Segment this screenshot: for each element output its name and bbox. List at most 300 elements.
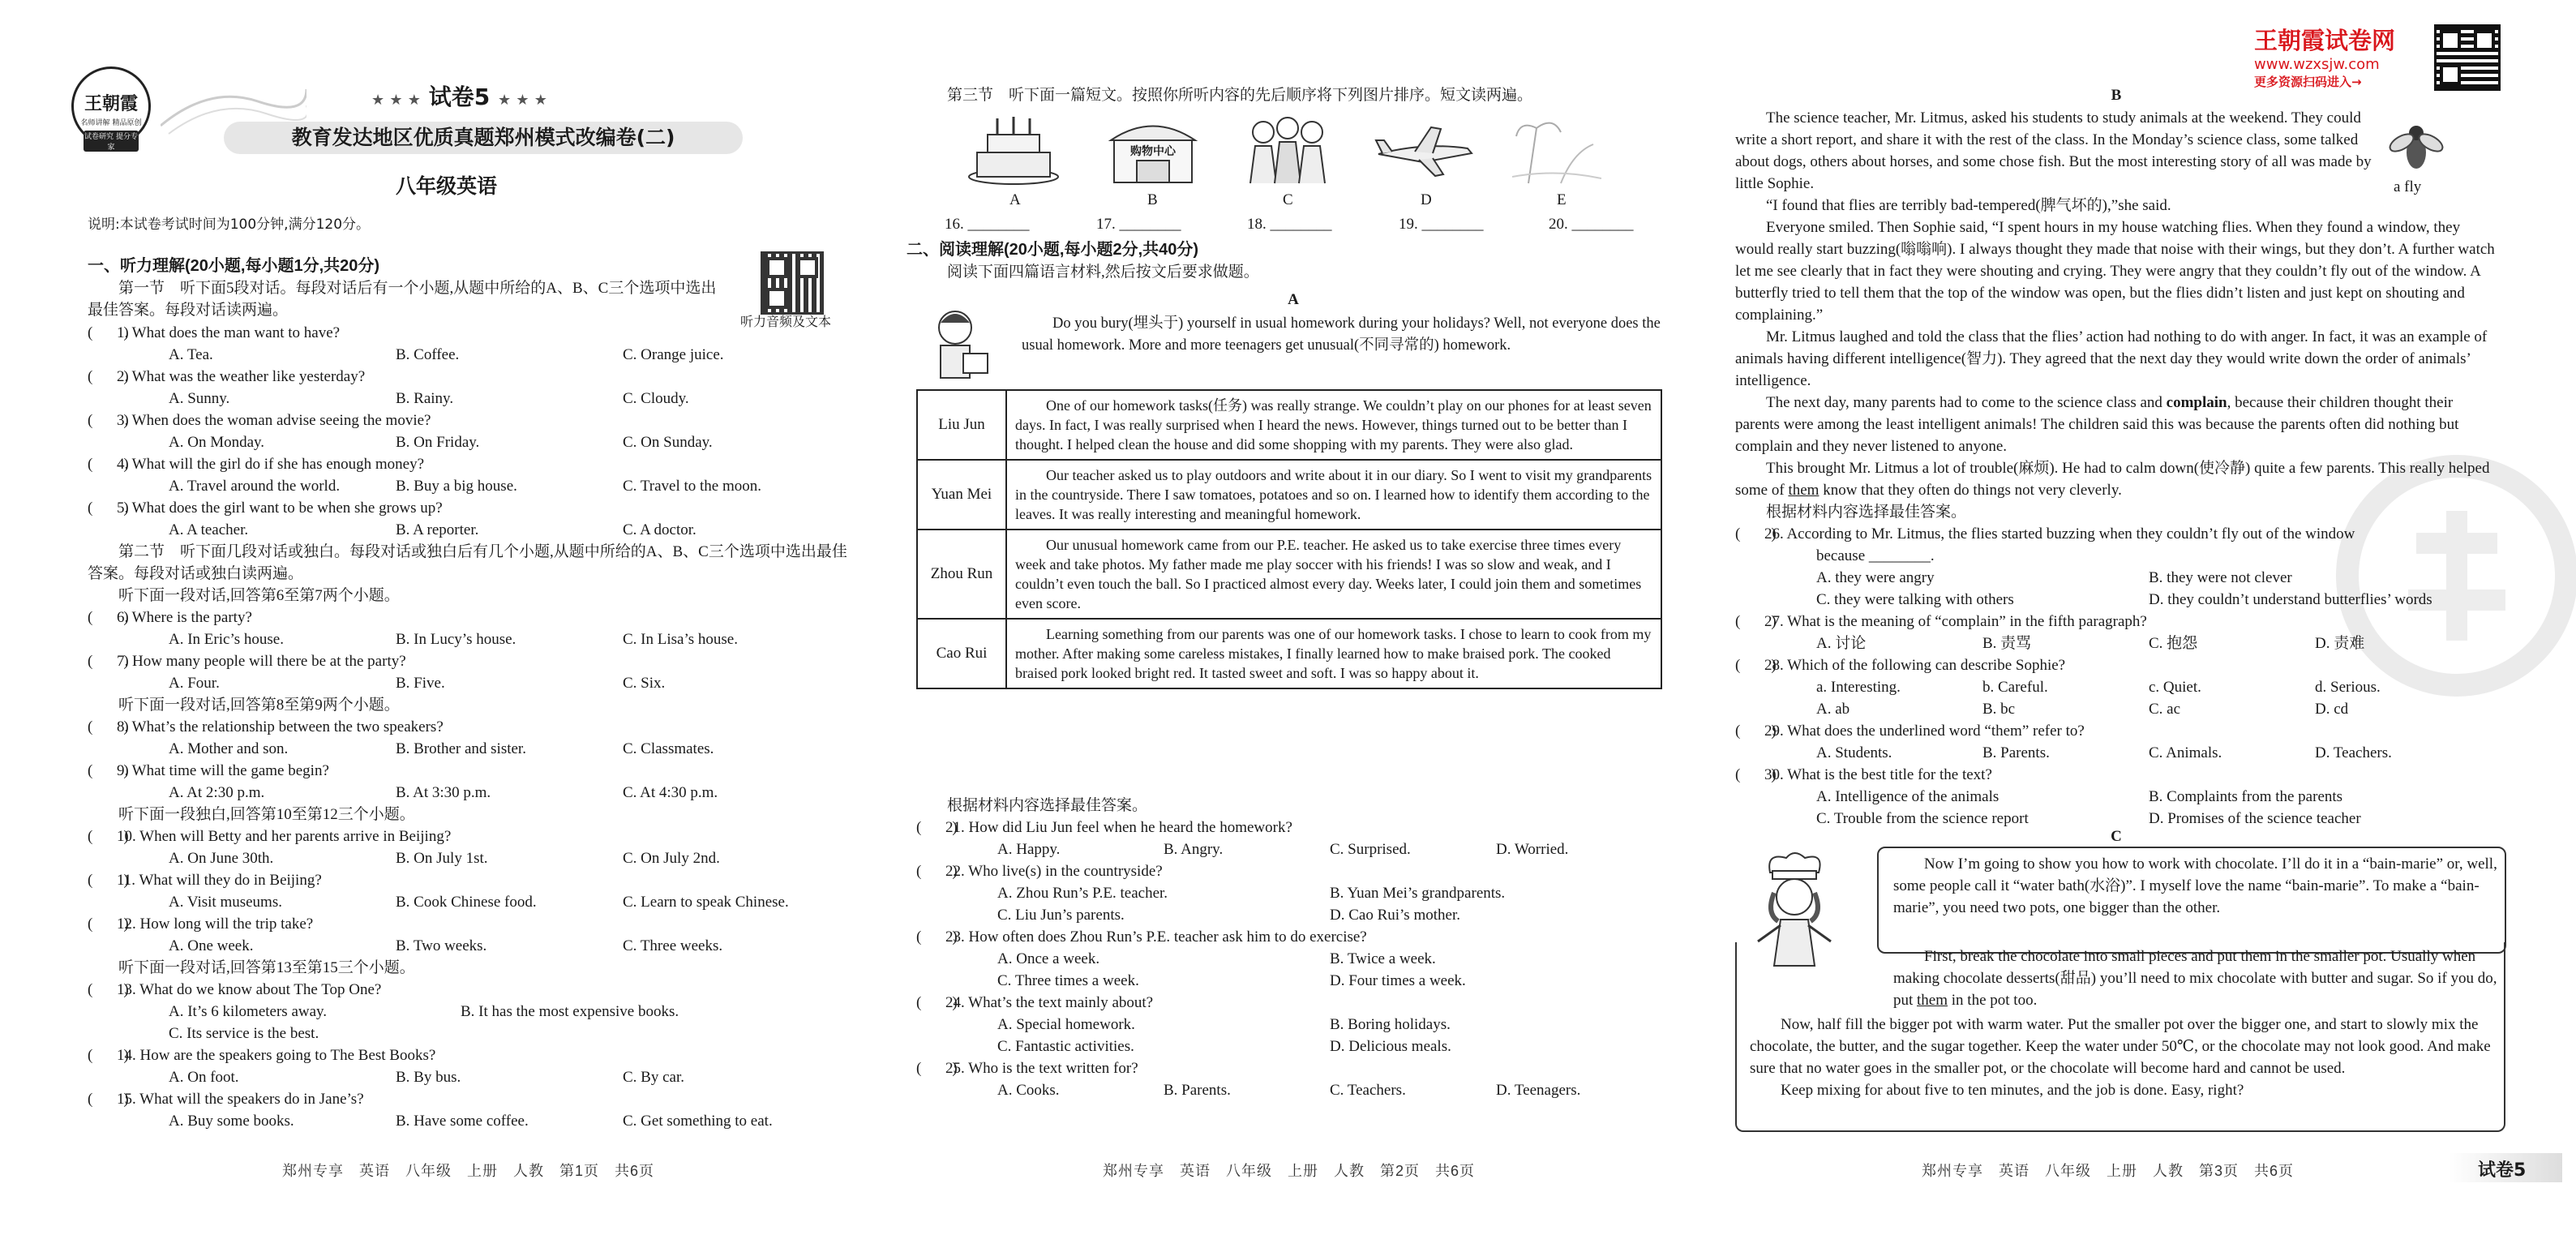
mall-sign: 购物中心 <box>1130 145 1176 158</box>
option-c: C. they were talking with others <box>1816 591 2014 608</box>
option-a: A. One week. <box>169 937 254 954</box>
question-24 <box>916 992 1670 1014</box>
passage-b-instr: 根据材料内容选择最佳答案。 <box>1766 504 1967 521</box>
passage-c-p2-wrap <box>1893 946 2497 1011</box>
option-c: C. Fantastic activities. <box>997 1038 1134 1055</box>
options-12 <box>88 935 850 957</box>
dialog-intro-3: 听下面一段独白,回答第10至第12三个小题。 <box>118 806 415 823</box>
options-29 <box>1735 742 2497 764</box>
option-c: C. Its service is the best. <box>169 1025 319 1042</box>
table-row <box>917 390 1661 460</box>
logo-text: 王朝霞 <box>84 94 138 114</box>
option-b: B. Have some coffee. <box>396 1113 529 1130</box>
stars-right: ★ ★ ★ <box>497 92 547 109</box>
answer-blank[interactable]: ( ) <box>1735 723 1777 740</box>
answer-blank[interactable]: ( ) <box>88 718 129 735</box>
brand-block[interactable] <box>2254 23 2465 90</box>
passage-c-label: C <box>2111 828 2122 845</box>
option-a: A. Special homework. <box>997 1016 1135 1033</box>
passage-b <box>1735 107 2497 830</box>
question-text: 13. What do we know about The Top One? <box>117 981 382 998</box>
exam-note: 说明:本试卷考试时间为100分钟,满分120分。 <box>88 217 371 233</box>
option-c: C. 抱怨 <box>2149 635 2198 652</box>
p2-underlined-word: them <box>1917 992 1948 1009</box>
question-26-cont <box>1735 545 2497 567</box>
question-7 <box>88 650 850 672</box>
option-d: D. Worried. <box>1496 841 1569 858</box>
corner-tag <box>2449 1153 2562 1182</box>
logo-b2: 提分专家 <box>107 133 138 152</box>
brand-slogan: 更多资源扫码进入→ <box>2254 75 2362 89</box>
brand-qr-code[interactable] <box>2434 24 2501 91</box>
blank-17[interactable]: 17. ________ <box>1096 216 1181 233</box>
answer-blank[interactable]: ( ) <box>88 762 129 779</box>
question-10 <box>88 825 850 847</box>
pic-a-cake <box>965 112 1062 187</box>
option-c: C. In Lisa’s house. <box>623 631 738 648</box>
option-a: A. Tea. <box>169 346 213 363</box>
corner-tag-text: 试卷5 <box>2478 1160 2527 1181</box>
option-b: B. Parents. <box>1164 1082 1231 1099</box>
option-c: C. Three times a week. <box>997 972 1139 989</box>
option-d: D. they couldn’t understand butterflies’ words <box>2149 591 2432 608</box>
passage-a-instr: 根据材料内容选择最佳答案。 <box>947 797 1148 814</box>
option-c: C. Classmates. <box>623 740 714 757</box>
options-21 <box>916 838 1670 860</box>
passage-b-p1: The science teacher, Mr. Litmus, asked his students to study animals at the weekend. They could write a short report, and share it with the rest of the class. In the Monday’s science class, some talked about dogs, others about horses, and some chose fish. But the most interesting story of all was made by little Sophie. <box>1735 109 2372 192</box>
option-b: B. 责骂 <box>1982 635 2032 652</box>
option-b: B. It has the most expensive books. <box>461 1003 679 1020</box>
row-text: One of our homework tasks(任务) was really strange. We couldn’t play on our phones for at least seven days. In fact, I was really surprised when I heard the news. However, things turned out to be better than I thought. I helped clean the house and did some shopping with my parents. They were also glad. <box>1006 390 1661 460</box>
question-text: 10. When will Betty and her parents arrive in Beijing? <box>117 828 452 845</box>
question-5 <box>88 497 850 519</box>
option-c: C. Animals. <box>2149 744 2222 761</box>
question-1 <box>88 322 850 344</box>
option-d: D. Cao Rui’s mother. <box>1330 907 1460 924</box>
option-d: D. 责难 <box>2315 635 2365 652</box>
footer-page-2: 郑州专享 英语 八年级 上册 人教 第2页 共6页 <box>1103 1163 1476 1179</box>
option-d: D. Promises of the science teacher <box>2149 810 2361 827</box>
question-8 <box>88 716 850 738</box>
question-text: 12. How long will the trip take? <box>117 916 314 933</box>
options-28 <box>1735 698 2497 720</box>
question-text: 8. What’s the relationship between the two speakers? <box>117 718 444 735</box>
option-b: B. Rainy. <box>396 390 454 407</box>
exam-number: 试卷5 <box>428 84 491 110</box>
question-3 <box>88 410 850 431</box>
answer-blank[interactable]: ( ) <box>916 994 958 1011</box>
options-2 <box>88 388 850 410</box>
options-7 <box>88 672 850 694</box>
option-a: A. Four. <box>169 675 220 692</box>
question-text: 21. How did Liu Jun feel when he heard the homework? <box>945 819 1292 836</box>
option-b: B. Two weeks. <box>396 937 487 954</box>
blank-19[interactable]: 19. ________ <box>1399 216 1484 233</box>
pic-c-family <box>1239 112 1336 187</box>
blank-20[interactable]: 20. ________ <box>1549 216 1634 233</box>
question-15 <box>88 1088 850 1110</box>
answer-blank[interactable]: ( ) <box>916 928 958 946</box>
passage-c-p4: Keep mixing for about five to ten minutes, and the job is done. Easy, right? <box>1781 1082 2244 1099</box>
question-23 <box>916 926 1670 948</box>
question-text: 7. How many people will there be at the party? <box>117 653 406 670</box>
option-c: C. Teachers. <box>1330 1082 1406 1099</box>
option-b: B. they were not clever <box>2149 569 2292 586</box>
row-text: Our unusual homework came from our P.E. teacher. He asked us to take exercise three times every week and take photos. My father made me play soccer with his friends! I was so slow and weak, and I couldn’t even touch the ball. So I practiced almost every day. Weeks later, I could join them and sometimes even score. <box>1006 530 1661 619</box>
options-23a <box>916 948 1670 970</box>
option-c: C. On July 2nd. <box>623 850 720 867</box>
logo-sub2: 精品原创 <box>112 119 142 127</box>
item-c: c. Quiet. <box>2149 679 2201 696</box>
question-text: 6. Where is the party? <box>117 609 252 626</box>
listening-s1: 第一节 听下面5段对话。每段对话后有一个小题,从题中所给的A、B、C三个选项中选出最佳答案。每段对话读两遍。 <box>88 280 717 319</box>
option-d: D. Four times a week. <box>1330 972 1466 989</box>
option-a: A. It’s 6 kilometers away. <box>169 1003 328 1020</box>
column-page-2 <box>907 0 1670 1235</box>
qr-code[interactable] <box>761 251 824 315</box>
blank-18[interactable]: 18. ________ <box>1247 216 1332 233</box>
option-a: A. Students. <box>1816 744 1892 761</box>
passage-c-lower <box>1750 1014 2492 1101</box>
option-b: B. Five. <box>396 675 445 692</box>
fly-caption: a fly <box>2394 178 2422 195</box>
pic-b-mall <box>1104 112 1202 187</box>
answer-blank[interactable]: ( ) <box>1735 525 1777 542</box>
option-c: C. Travel to the moon. <box>623 478 762 495</box>
option-a: A. Happy. <box>997 841 1061 858</box>
question-9 <box>88 760 850 782</box>
p6-underlined-word: them <box>1788 482 1819 499</box>
question-30 <box>1735 764 2497 786</box>
option-a: A. On June 30th. <box>169 850 274 867</box>
answer-blank[interactable]: ( ) <box>88 368 129 385</box>
question-text: 1. What does the man want to have? <box>117 324 341 341</box>
option-c: C. Surprised. <box>1330 841 1411 858</box>
p6-text-1: This brought Mr. Litmus a lot of trouble(麻烦). He had to calm down(使冷静) quite a few parents. This really helped some of <box>1735 460 2490 499</box>
p2-text-2: in the pot too. <box>1948 992 2038 1009</box>
item-a: a. Interesting. <box>1816 679 1901 696</box>
row-name: Yuan Mei <box>917 460 1006 530</box>
option-c: C. At 4:30 p.m. <box>623 784 718 801</box>
pic-labels <box>916 191 1670 212</box>
options-27 <box>1735 633 2497 654</box>
table-row <box>917 619 1661 688</box>
question-22 <box>916 860 1670 882</box>
p5-bold-word: complain <box>2166 394 2227 411</box>
passage-c-upper <box>1893 853 2497 919</box>
option-a: A. Buy some books. <box>169 1113 294 1130</box>
option-b: B. Parents. <box>1982 744 2050 761</box>
question-12 <box>88 913 850 935</box>
answer-blank[interactable]: ( ) <box>1735 657 1777 674</box>
question-text: 30. What is the best title for the text? <box>1764 766 1992 783</box>
exam-title-line <box>371 79 547 112</box>
option-b: B. bc <box>1982 701 2016 718</box>
options-11 <box>88 891 850 913</box>
option-c: C. A doctor. <box>623 521 697 538</box>
options-30a <box>1735 786 2497 808</box>
question-25 <box>916 1057 1670 1079</box>
options-3 <box>88 431 850 453</box>
question-text: 26. According to Mr. Litmus, the flies started buzzing when they couldn’t fly out of the window <box>1764 525 2355 542</box>
option-b: B. Complaints from the parents <box>2149 788 2343 805</box>
homework-table <box>916 389 1662 689</box>
options-1 <box>88 344 850 366</box>
question-4 <box>88 453 850 475</box>
option-b: B. In Lucy’s house. <box>396 631 516 648</box>
answer-blank[interactable]: ( ) <box>88 916 129 933</box>
stars-left: ★ ★ ★ <box>371 92 421 109</box>
reading-heading: 二、阅读理解(20小题,每小题2分,共40分) <box>907 241 1199 259</box>
answer-blank[interactable]: ( ) <box>88 412 129 429</box>
option-c: C. Three weeks. <box>623 937 723 954</box>
option-b: B. At 3:30 p.m. <box>396 784 491 801</box>
p2-text-1: First, break the chocolate into small pieces and put them in the smaller pot. Usually when making chocolate desserts(甜品) you’ll need to mix chocolate with butter and sugar. So if you do, put <box>1893 948 2497 1009</box>
exam-title-banner <box>224 122 743 154</box>
listening-s3: 第三节 听下面一篇短文。按照你所听内容的先后顺序将下列图片排序。短文读两遍。 <box>947 87 1533 104</box>
option-a: A. At 2:30 p.m. <box>169 784 265 801</box>
passage-b-p4: Mr. Litmus laughed and told the class that the flies’ action had nothing to do with anger. In fact, it was an example of animals having different intelligence(智力). They agreed that the next day they would write down the order of animals’ intelligence. <box>1735 328 2488 389</box>
passage-b-p3: Everyone smiled. Then Sophie said, “I spent hours in my house watching flies. When they found a window, they would really start buzzing(嗡嗡响). I always thought they made that noise with their wings, but they don’t. A further watch let me see clearly that in fact they were shouting and crying. They were angry that they couldn’t fly out of the window. A butterfly tried to tell them that the top of the window was open, but the flies didn’t listen and just kept on shouting and complaining.” <box>1735 219 2495 324</box>
option-b: B. Buy a big house. <box>396 478 517 495</box>
options-25 <box>916 1079 1670 1101</box>
reading-intro: 阅读下面四篇语言材料,然后按文后要求做题。 <box>947 264 1259 281</box>
option-b: B. Angry. <box>1164 841 1224 858</box>
option-c: C. Orange juice. <box>623 346 724 363</box>
question-text: 27. What is the meaning of “complain” in the fifth paragraph? <box>1764 613 2147 630</box>
passage-a-questions <box>916 795 1670 1101</box>
option-b: B. Yuan Mei’s grandparents. <box>1330 885 1506 902</box>
pic-label-e: E <box>1557 191 1567 208</box>
option-d: D. Teachers. <box>2315 744 2392 761</box>
question-text: 22. Who live(s) in the countryside? <box>945 863 1163 880</box>
option-b: B. A reporter. <box>396 521 479 538</box>
option-c: C. By car. <box>623 1069 684 1086</box>
question-text: 28. Which of the following can describe Sophie? <box>1764 657 2066 674</box>
answer-blank[interactable]: ( ) <box>88 1091 129 1108</box>
exam-subtitle: 八年级英语 <box>396 174 498 198</box>
brand-name: 王朝霞试卷网 <box>2254 27 2396 54</box>
question-text: 15. What will the speakers do in Jane’s? <box>117 1091 364 1108</box>
options-13c <box>88 1023 850 1044</box>
option-b: B. Coffee. <box>396 346 460 363</box>
row-name: Zhou Run <box>917 530 1006 619</box>
option-c: C. Get something to eat. <box>623 1113 773 1130</box>
option-c: C. On Sunday. <box>623 434 713 451</box>
logo-sub1: 名师讲解 <box>80 119 110 127</box>
question-14 <box>88 1044 850 1066</box>
options-22a <box>916 882 1670 904</box>
option-a: A. In Eric’s house. <box>169 631 284 648</box>
option-a: A. On foot. <box>169 1069 239 1086</box>
question-11 <box>88 869 850 891</box>
passage-a-intro: Do you bury(埋头于) yourself in usual homework during your holidays? Well, not everyone does the usual homework. More and more teenagers get unusual(不同寻常的) homework. <box>1022 315 1661 354</box>
listening-heading: 一、听力理解(20小题,每小题1分,共20分) <box>88 257 380 275</box>
option-b: B. Brother and sister. <box>396 740 526 757</box>
option-b: B. By bus. <box>396 1069 461 1086</box>
passage-b-p2: “I found that flies are terribly bad-tempered(脾气坏的),”she said. <box>1766 197 2171 214</box>
option-a: A. Mother and son. <box>169 740 289 757</box>
p5-text-1: The next day, many parents had to come to the science class and <box>1766 394 2167 411</box>
row-text: Our teacher asked us to play outdoors and write about it in our diary. So I went to visit my grandparents in the countryside. There I saw tomatoes, potatoes and so on. I learned how to identify them according to the leaves. It was really interesting and meaningful homework. <box>1006 460 1661 530</box>
options-23b <box>916 970 1670 992</box>
option-b: B. On Friday. <box>396 434 480 451</box>
dialog-intro-1: 听下面一段对话,回答第6至第7两个小题。 <box>118 587 400 604</box>
question-text: 3. When does the woman advise seeing the movie? <box>117 412 431 429</box>
answer-blank[interactable]: ( ) <box>88 981 129 998</box>
question-text: 2. What was the weather like yesterday? <box>117 368 366 385</box>
options-14 <box>88 1066 850 1088</box>
pic-label-b: B <box>1147 191 1158 208</box>
answer-blank[interactable]: ( ) <box>1735 766 1777 783</box>
option-c: C. Liu Jun’s parents. <box>997 907 1125 924</box>
option-c: C. Cloudy. <box>623 390 689 407</box>
listening-questions <box>88 322 850 1132</box>
p6-text-2: know that they often do things not very cleverly. <box>1819 482 2122 499</box>
option-a: A. 讨论 <box>1816 635 1867 652</box>
options-28-items <box>1735 676 2497 698</box>
question-text: 11. What will they do in Beijing? <box>117 872 322 889</box>
option-c: C. Six. <box>623 675 666 692</box>
table-row <box>917 530 1661 619</box>
dialog-intro-4: 听下面一段对话,回答第13至第15三个小题。 <box>118 959 415 976</box>
question-text: 24. What’s the text mainly about? <box>945 994 1154 1011</box>
option-c: C. ac <box>2149 701 2181 718</box>
passage-b-p6 <box>1735 457 2497 501</box>
options-9 <box>88 782 850 804</box>
row-name: Liu Jun <box>917 390 1006 460</box>
answer-blank[interactable]: ( ) <box>1735 613 1777 630</box>
answer-blank[interactable]: ( ) <box>88 1047 129 1064</box>
options-24a <box>916 1014 1670 1036</box>
question-text-cont: because ________. <box>1816 547 1935 564</box>
pic-e-scene <box>1512 112 1601 187</box>
answer-blank[interactable]: ( ) <box>88 500 129 517</box>
options-26a <box>1735 567 2497 589</box>
question-text: 23. How often does Zhou Run’s P.E. teacher ask him to do exercise? <box>945 928 1367 946</box>
question-13 <box>88 979 850 1001</box>
question-6 <box>88 607 850 628</box>
answer-blank[interactable]: ( ) <box>916 1060 958 1077</box>
options-6 <box>88 628 850 650</box>
answer-blank[interactable]: ( ) <box>88 456 129 473</box>
passage-b-label: B <box>2111 87 2122 104</box>
question-text: 29. What does the underlined word “them” refer to? <box>1764 723 2085 740</box>
options-24b <box>916 1036 1670 1057</box>
question-text: 14. How are the speakers going to The Best Books? <box>117 1047 436 1064</box>
option-a: A. they were angry <box>1816 569 1935 586</box>
answer-blank[interactable]: ( ) <box>88 609 129 626</box>
option-a: A. Sunny. <box>169 390 230 407</box>
passage-c-p2 <box>1893 946 2497 1011</box>
listening-s2: 第二节 听下面几段对话或独白。每段对话或独白后有几个小题,从题中所给的A、B、C三个选项中选出最佳答案。每段对话或独白读两遍。 <box>88 543 847 582</box>
row-text: Learning something from our parents was one of our homework tasks. I chose to learn to cook from my mother. After making some careless mistakes, I finally learned how to make braised pork. The cooked braised pork looked bright red. It tasted sweet and soft. I was so happy about it. <box>1006 619 1661 688</box>
answer-blank[interactable]: ( ) <box>88 324 129 341</box>
option-a: A. Once a week. <box>997 950 1100 967</box>
option-a: A. Intelligence of the animals <box>1816 788 2000 805</box>
blank-16[interactable]: 16. ________ <box>945 216 1030 233</box>
pic-label-a: A <box>1009 191 1021 208</box>
brand-url: www.wzxsjw.com <box>2254 56 2380 73</box>
options-13 <box>88 1001 850 1023</box>
answer-blank[interactable]: ( ) <box>916 819 958 836</box>
row-name: Cao Rui <box>917 619 1006 688</box>
boy-illustration <box>923 305 996 386</box>
answer-blank[interactable]: ( ) <box>88 872 129 889</box>
option-b: B. Cook Chinese food. <box>396 894 537 911</box>
option-a: A. ab <box>1816 701 1850 718</box>
option-a: A. Travel around the world. <box>169 478 341 495</box>
option-a: A. Zhou Run’s P.E. teacher. <box>997 885 1168 902</box>
logo-b1: 试卷研究 <box>84 133 114 141</box>
passage-b-p5 <box>1735 392 2497 457</box>
column-page-3 <box>1735 0 2527 1235</box>
option-c: C. Trouble from the science report <box>1816 810 2029 827</box>
answer-blank[interactable]: ( ) <box>88 828 129 845</box>
options-4 <box>88 475 850 497</box>
pic-d-plane <box>1374 118 1476 182</box>
options-22b <box>916 904 1670 926</box>
column-page-1 <box>80 0 850 1235</box>
options-5 <box>88 519 850 541</box>
footer-page-1: 郑州专享 英语 八年级 上册 人教 第1页 共6页 <box>282 1163 655 1179</box>
question-text: 9. What time will the game begin? <box>117 762 329 779</box>
order-blanks <box>916 216 1670 237</box>
option-d: D. Delicious meals. <box>1330 1038 1451 1055</box>
options-8 <box>88 738 850 760</box>
pic-label-d: D <box>1421 191 1432 208</box>
p5-text-2: , because their children thought their parents were among the least intelligent animals! The children said this was because the parents often did nothing but complain and they never listened to anyone. <box>1735 394 2459 455</box>
option-d: D. Teenagers. <box>1496 1082 1581 1099</box>
options-10 <box>88 847 850 869</box>
item-b: b. Careful. <box>1982 679 2048 696</box>
option-b: B. On July 1st. <box>396 850 488 867</box>
question-2 <box>88 366 850 388</box>
footer-page-3: 郑州专享 英语 八年级 上册 人教 第3页 共6页 <box>1922 1163 2295 1179</box>
option-a: A. Visit museums. <box>169 894 282 911</box>
question-text: 5. What does the girl want to be when she grows up? <box>117 500 443 517</box>
question-28 <box>1735 654 2497 676</box>
question-29 <box>1735 720 2497 742</box>
passage-a-label: A <box>1288 291 1299 308</box>
option-b: B. Boring holidays. <box>1330 1016 1451 1033</box>
qr-caption: 听力音频及文本 <box>740 314 832 329</box>
question-21 <box>916 817 1670 838</box>
option-a: A. A teacher. <box>169 521 249 538</box>
option-a: A. On Monday. <box>169 434 265 451</box>
option-c: C. Learn to speak Chinese. <box>623 894 789 911</box>
pic-label-c: C <box>1283 191 1293 208</box>
passage-c-p3: Now, half fill the bigger pot with warm water. Put the smaller pot over the bigger one, and start to slowly mix the chocolate, the butter, and the sugar together. Keep the water under 50℃, or the chocolate may not look good. And make sure that no water goes in the smaller pot, or the chocolate will become hard and cannot be used. <box>1750 1016 2491 1077</box>
option-d: D. cd <box>2315 701 2349 718</box>
option-a: A. Cooks. <box>997 1082 1060 1099</box>
item-d: d. Serious. <box>2315 679 2381 696</box>
answer-blank[interactable]: ( ) <box>88 653 129 670</box>
logo-badge <box>71 66 151 152</box>
answer-blank[interactable]: ( ) <box>916 863 958 880</box>
options-15 <box>88 1110 850 1132</box>
question-text: 4. What will the girl do if she has enough money? <box>117 456 425 473</box>
dialog-intro-2: 听下面一段对话,回答第8至第9两个小题。 <box>118 697 400 714</box>
question-27 <box>1735 611 2497 633</box>
question-text: 25. Who is the text written for? <box>945 1060 1138 1077</box>
question-26 <box>1735 523 2497 545</box>
table-row <box>917 460 1661 530</box>
passage-c-p1: Now I’m going to show you how to work with chocolate. I’ll do it in a “bain-marie” or, well, some people call it “water bath(水浴)”. I myself love the name “bain-marie”. To make a “bain-marie”, you need two pots, one bigger than the other. <box>1893 855 2497 916</box>
exam-main-title: 教育发达地区优质真题郑州模式改编卷(二) <box>291 126 675 149</box>
option-b: B. Twice a week. <box>1330 950 1436 967</box>
options-26b <box>1735 589 2497 611</box>
